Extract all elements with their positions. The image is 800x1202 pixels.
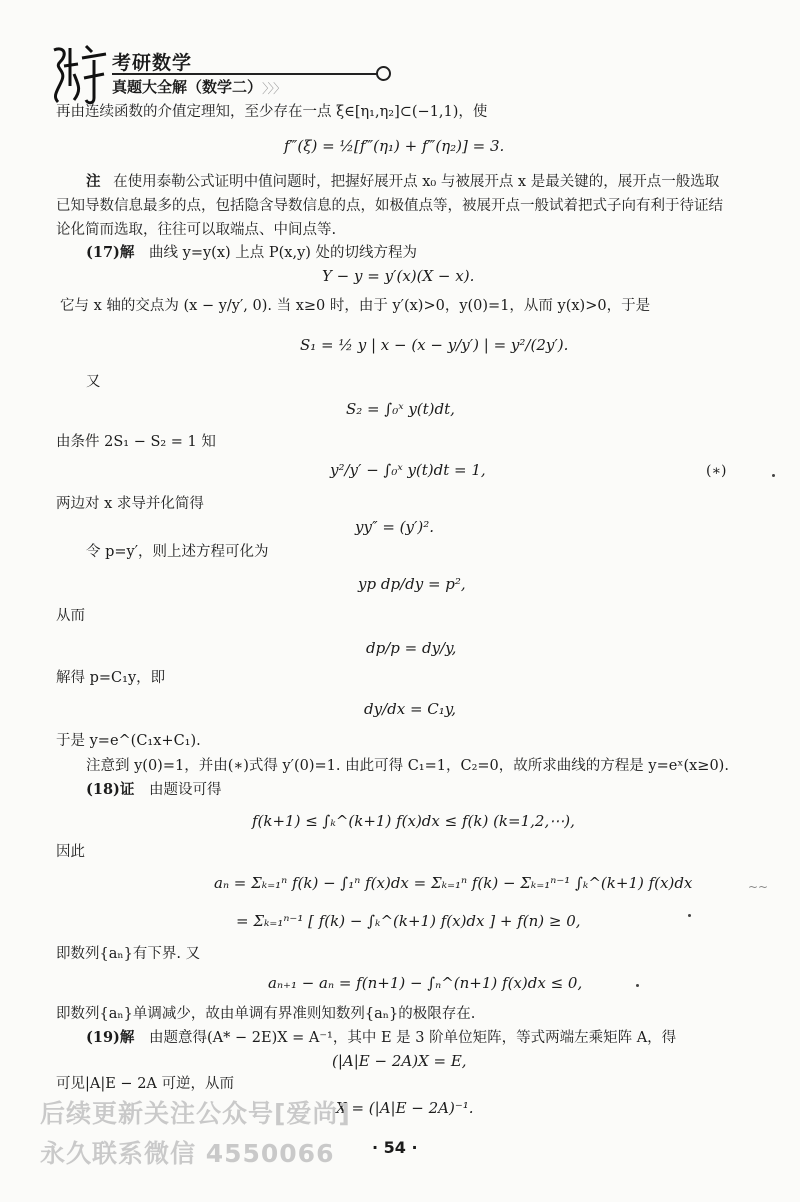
equation: yp dp/dy = p², <box>358 575 466 593</box>
equation: f(k+1) ≤ ∫ₖ^(k+1) f(x)dx ≤ f(k) (k=1,2,⋯), <box>252 812 575 830</box>
paragraph-line: 又 <box>86 374 101 390</box>
equation: S₂ = ∫₀ˣ y(t)dt, <box>346 400 455 418</box>
signature-logo-icon <box>48 40 110 110</box>
proof-18-line <box>86 780 222 800</box>
equation: aₙ = Σₖ₌₁ⁿ f(k) − ∫₁ⁿ f(x)dx = Σₖ₌₁ⁿ f(k) − Σₖ₌₁ⁿ⁻¹ ∫ₖ^(k+1) f(x)dx <box>214 874 693 892</box>
header-circle-icon <box>376 66 391 81</box>
scan-dot <box>636 984 639 987</box>
paragraph-line: 可见|A|E − 2A 可逆，从而 <box>56 1076 234 1092</box>
equation: = Σₖ₌₁ⁿ⁻¹ [ f(k) − ∫ₖ^(k+1) f(x)dx ] + f(n) ≥ 0, <box>236 912 581 930</box>
header-rule <box>112 73 378 75</box>
paragraph-line: 于是 y=e^(C₁x+C₁). <box>56 733 201 749</box>
page-number: · 54 · <box>372 1138 418 1157</box>
paragraph-line: 两边对 x 求导并化简得 <box>56 496 204 512</box>
equation: yy″ = (y′)². <box>355 518 435 536</box>
paragraph-line: 解得 p=C₁y，即 <box>56 670 166 686</box>
paragraph-line: 再由连续函数的介值定理知，至少存在一点 ξ∈[η₁,η₂]⊂(−1,1)，使 <box>56 104 488 120</box>
paragraph-line: 由条件 2S₁ − S₂ = 1 知 <box>56 434 216 450</box>
paragraph-line: 从而 <box>56 608 85 624</box>
header-subtitle: 真题大全解（数学二） <box>112 78 263 96</box>
paragraph-line: 即数列{aₙ}有下界. 又 <box>56 946 201 962</box>
solution-text: 曲线 y=y(x) 上点 P(x,y) 处的切线方程为 <box>149 245 418 261</box>
solution-19-label: (19)解 <box>86 1029 135 1046</box>
note-line: 已知导数信息最多的点，包括隐含导数信息的点，如极值点等，被展开点一般试着把式子向有利于待证结 <box>56 198 723 214</box>
equation: X = (|A|E − 2A)⁻¹. <box>336 1099 474 1117</box>
solution-19-line <box>86 1028 676 1048</box>
equation: y²/y′ − ∫₀ˣ y(t)dt = 1, <box>330 461 486 479</box>
solution-17-label: (17)解 <box>86 244 135 261</box>
equation: Y − y = y′(x)(X − x). <box>322 267 475 285</box>
note-line <box>86 172 719 192</box>
watermark-text: 永久联系微信 4550066 <box>40 1139 335 1168</box>
equation-tag: (∗) <box>706 463 727 479</box>
note-line: 论化简而选取，往往可以取端点、中间点等. <box>56 222 337 238</box>
equation: aₙ₊₁ − aₙ = f(n+1) − ∫ₙ^(n+1) f(x)dx ≤ 0, <box>268 974 583 992</box>
note-label: 注 <box>86 173 101 190</box>
paragraph-line: 即数列{aₙ}单调减少，故由单调有界准则知数列{aₙ}的极限存在. <box>56 1006 476 1022</box>
paragraph-line: 因此 <box>56 844 85 860</box>
equation: f‴(ξ) = ½[f‴(η₁) + f‴(η₂)] = 3. <box>284 137 505 155</box>
scan-dot <box>772 474 775 477</box>
equation: dy/dx = C₁y, <box>364 700 457 718</box>
scan-mark: ~~ <box>748 880 769 894</box>
solution-17-line <box>86 243 417 263</box>
header-title: 考研数学 <box>112 52 193 74</box>
solution-text: 由题意得(A* − 2E)X = A⁻¹，其中 E 是 3 阶单位矩阵，等式两端左乘矩阵 A，得 <box>149 1030 677 1046</box>
equation: dp/p = dy/y, <box>366 639 457 657</box>
scan-dot <box>688 914 691 917</box>
equation: S₁ = ½ y | x − (x − y/y′) | = y²/(2y′). <box>300 336 569 354</box>
paragraph-line: 令 p=y′，则上述方程可化为 <box>86 544 269 560</box>
paragraph-line: 它与 x 轴的交点为 (x − y/y′, 0). 当 x≥0 时，由于 y′(x)>0，y(0)=1，从而 y(x)>0，于是 <box>60 298 651 314</box>
chevron-right-icon: 〉〉〉 <box>262 82 286 97</box>
paragraph-line: 注意到 y(0)=1，并由(∗)式得 y′(0)=1. 由此可得 C₁=1，C₂=0，故所求曲线的方程是 y=eˣ(x≥0). <box>86 758 729 774</box>
proof-18-label: (18)证 <box>86 781 135 798</box>
equation: (|A|E − 2A)X = E, <box>332 1052 467 1070</box>
note-text: 在使用泰勒公式证明中值问题时，把握好展开点 x₀ 与被展开点 x 是最关键的，展开点一般选取 <box>113 174 720 190</box>
watermark-text: 后续更新关注公众号[爱尚] <box>40 1099 351 1128</box>
proof-text: 由题设可得 <box>149 782 222 798</box>
